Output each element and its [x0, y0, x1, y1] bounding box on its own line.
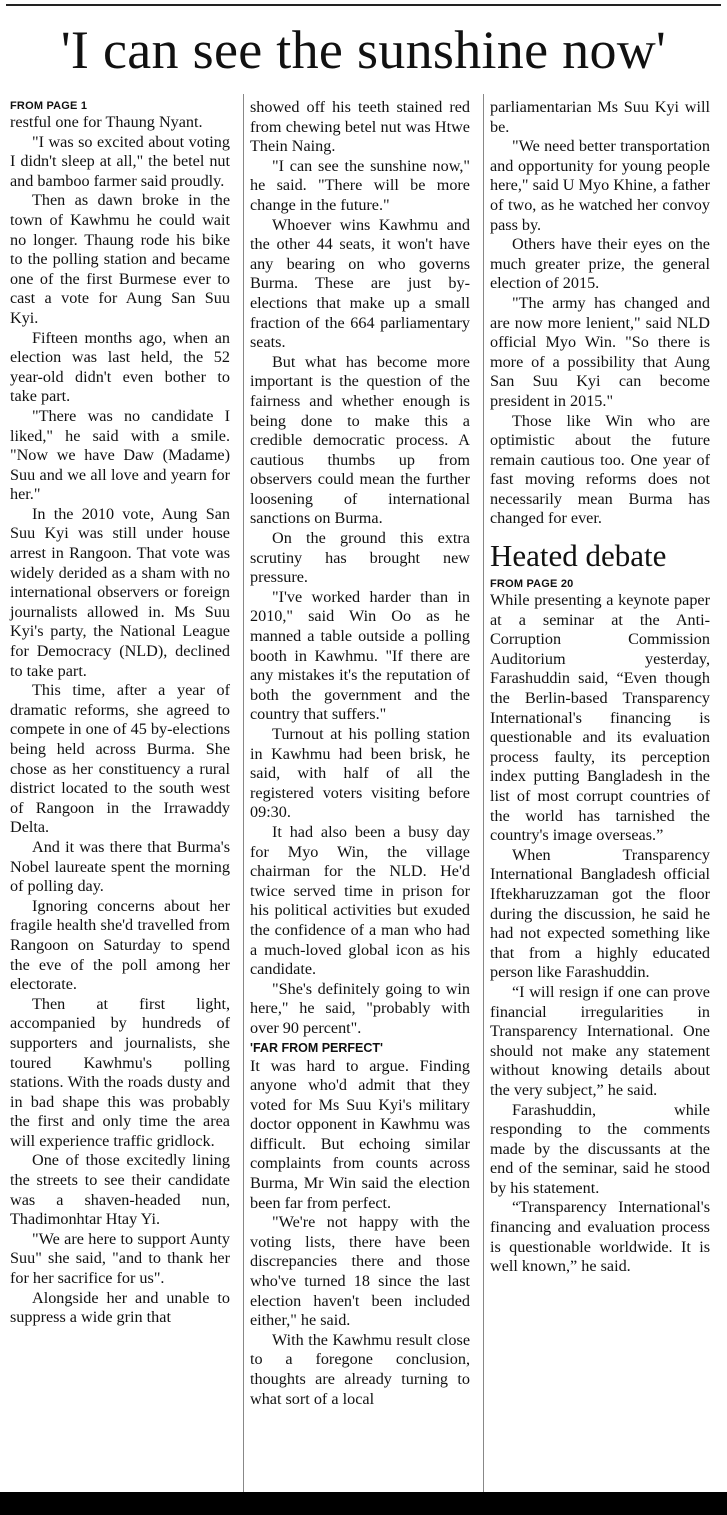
paragraph: “Transparency International's financing and evaluation process is questionable worldwide. It is well known,” he said.: [490, 1198, 710, 1276]
paragraph: "There was no candidate I liked," he said with a smile. "Now we have Daw (Madame) Suu and we all love and yearn for her.": [10, 406, 230, 504]
paragraph: Alongside her and unable to suppress a wide grin that: [10, 1288, 230, 1327]
paragraph: And it was there that Burma's Nobel laureate spent the morning of polling day.: [10, 837, 230, 896]
paragraph: Those like Win who are optimistic about the future remain cautious too. One year of fast moving reforms does not necessarily mean Burma has changed for ever.: [490, 411, 710, 528]
paragraph: "I can see the sunshine now," he said. "There will be more change in the future.": [250, 156, 470, 214]
paragraph: Then at first light, accompanied by hundreds of supporters and journalists, she toured Kawhmu's polling stations. With the roads dusty and in bad shape this was probably the first and only time the area will experience traffic gridlock.: [10, 994, 230, 1150]
paragraph: When Transparency International Bangladesh official Iftekharuzzaman got the floor during the discussion, he said he had not expected something like that from a highly educated person like Farashuddin.: [490, 845, 710, 982]
article-column-1: [10, 98, 230, 1328]
paragraph: Turnout at his polling station in Kawhmu had been brisk, he said, with half of all the registered voters visiting before 09:30.: [250, 725, 470, 822]
paragraph: parliamentarian Ms Suu Kyi will be.: [490, 98, 710, 136]
paragraph: In the 2010 vote, Aung San Suu Kyi was still under house arrest in Rangoon. That vote was widely derided as a sham with no international observers or foreign journalists allowed in. Ms Suu Kyi's party, the National League for Democracy (NLD), declined to take part.: [10, 504, 230, 680]
column-divider: [243, 94, 244, 1494]
column-divider: [483, 94, 484, 1494]
paragraph: "I was so excited about voting I didn't sleep at all," the betel nut and bamboo farmer said proudly.: [10, 132, 230, 190]
paragraph: Farashuddin, while responding to the comments made by the discussants at the end of the seminar, said he stood by his statement.: [490, 1100, 710, 1197]
paragraph: showed off his teeth stained red from chewing betel nut was Htwe Thein Naing.: [250, 98, 470, 156]
paragraph: Fifteen months ago, when an election was last held, the 52 year-old didn't even bother to take part.: [10, 328, 230, 406]
paragraph: restful one for Thaung Nyant.: [10, 113, 203, 131]
paragraph: It was hard to argue. Finding anyone who'd admit that they voted for Ms Suu Kyi's military doctor opponent in Kawhmu was difficult. But echoing similar complaints from counts across Burma, Mr Win said the election been far from perfect.: [250, 1056, 470, 1212]
paragraph: Others have their eyes on the much greater prize, the general election of 2015.: [490, 235, 710, 293]
article-column-3: [490, 98, 710, 1277]
continued-from-label: FROM PAGE 1: [10, 100, 88, 112]
bottom-bar: [0, 1492, 727, 1515]
subheading: 'FAR FROM PERFECT': [250, 1040, 384, 1055]
paragraph: It had also been a busy day for Myo Win, the village chairman for the NLD. He'd twice served time in prison for his political activities but exuded the confidence of a man who had a much-loved global icon as his candidate.: [250, 822, 470, 979]
paragraph: Then as dawn broke in the town of Kawhmu he could wait no longer. Thaung rode his bike to the polling station and became one of the first Burmese ever to cast a vote for Aung San Suu Kyi.: [10, 191, 230, 327]
paragraph: While presenting a keynote paper at a seminar at the Anti-Corruption Commission Auditorium yesterday, Farashuddin said, “Even though the Berlin-based Transparency International's financing is questionable and its evaluation process faulty, its perception index putting Bangladesh in the list of most corrupt countries of the world has tarnished the country's image overseas.”: [490, 591, 710, 845]
paragraph: "We need better transportation and opportunity for young people here," said U Myo Khine, a father of two, as he watched her convoy pass by.: [490, 137, 710, 234]
paragraph: "The army has changed and are now more lenient," said NLD official Myo Win. "So there is more of a possibility that Aung San Suu Kyi can become president in 2015.": [490, 293, 710, 410]
continued-from-label: FROM PAGE 20: [490, 578, 574, 591]
paragraph: One of those excitedly lining the streets to see their candidate was a shaven-headed nun, Thadimonhtar Htay Yi.: [10, 1151, 230, 1229]
paragraph: "We are here to support Aunty Suu" she said, "and to thank her for her sacrifice for us".: [10, 1229, 230, 1288]
paragraph: But what has become more important is the question of the fairness and whether enough is being done to make this a credible democratic process. A cautious thumbs up from observers could mean the further loosening of international sanctions on Burma.: [250, 352, 470, 528]
paragraph: “I will resign if one can prove financial irregularities in Transparency International. One should not make any statement without knowing details about the very subject,” he said.: [490, 982, 710, 1099]
paragraph: "I've worked harder than in 2010," said Win Oo as he manned a table outside a polling booth in Kawhmu. "If there are any mistakes it's the reputation of both the government and the country that suffers.": [250, 587, 470, 724]
article-column-2: [250, 98, 470, 1409]
top-rule: [6, 4, 721, 6]
paragraph: With the Kawhmu result close to a foregone conclusion, thoughts are already turning to what sort of a local: [250, 1330, 470, 1408]
section-headline: Heated debate: [490, 538, 667, 574]
paragraph: "She's definitely going to win here," he said, "probably with over 90 percent".: [250, 979, 470, 1037]
headline: 'I can see the sunshine now': [60, 20, 667, 80]
paragraph: This time, after a year of dramatic reforms, she agreed to compete in one of 45 by-elections being held across Burma. She chose as her constituency a rural district located to the south west of Rangoon in the Irrawaddy Delta.: [10, 681, 230, 837]
paragraph: Whoever wins Kawhmu and the other 44 seats, it won't have any bearing on who governs Burma. These are just by-elections that make up a small fraction of the 664 parliamentary seats.: [250, 215, 470, 352]
paragraph: Ignoring concerns about her fragile health she'd travelled from Rangoon on Saturday to spend the eve of the poll among her electorate.: [10, 896, 230, 994]
paragraph: On the ground this extra scrutiny has brought new pressure.: [250, 529, 470, 587]
paragraph: "We're not happy with the voting lists, there have been discrepancies there and those who've turned 18 since the last election haven't been included either," he said.: [250, 1213, 470, 1330]
